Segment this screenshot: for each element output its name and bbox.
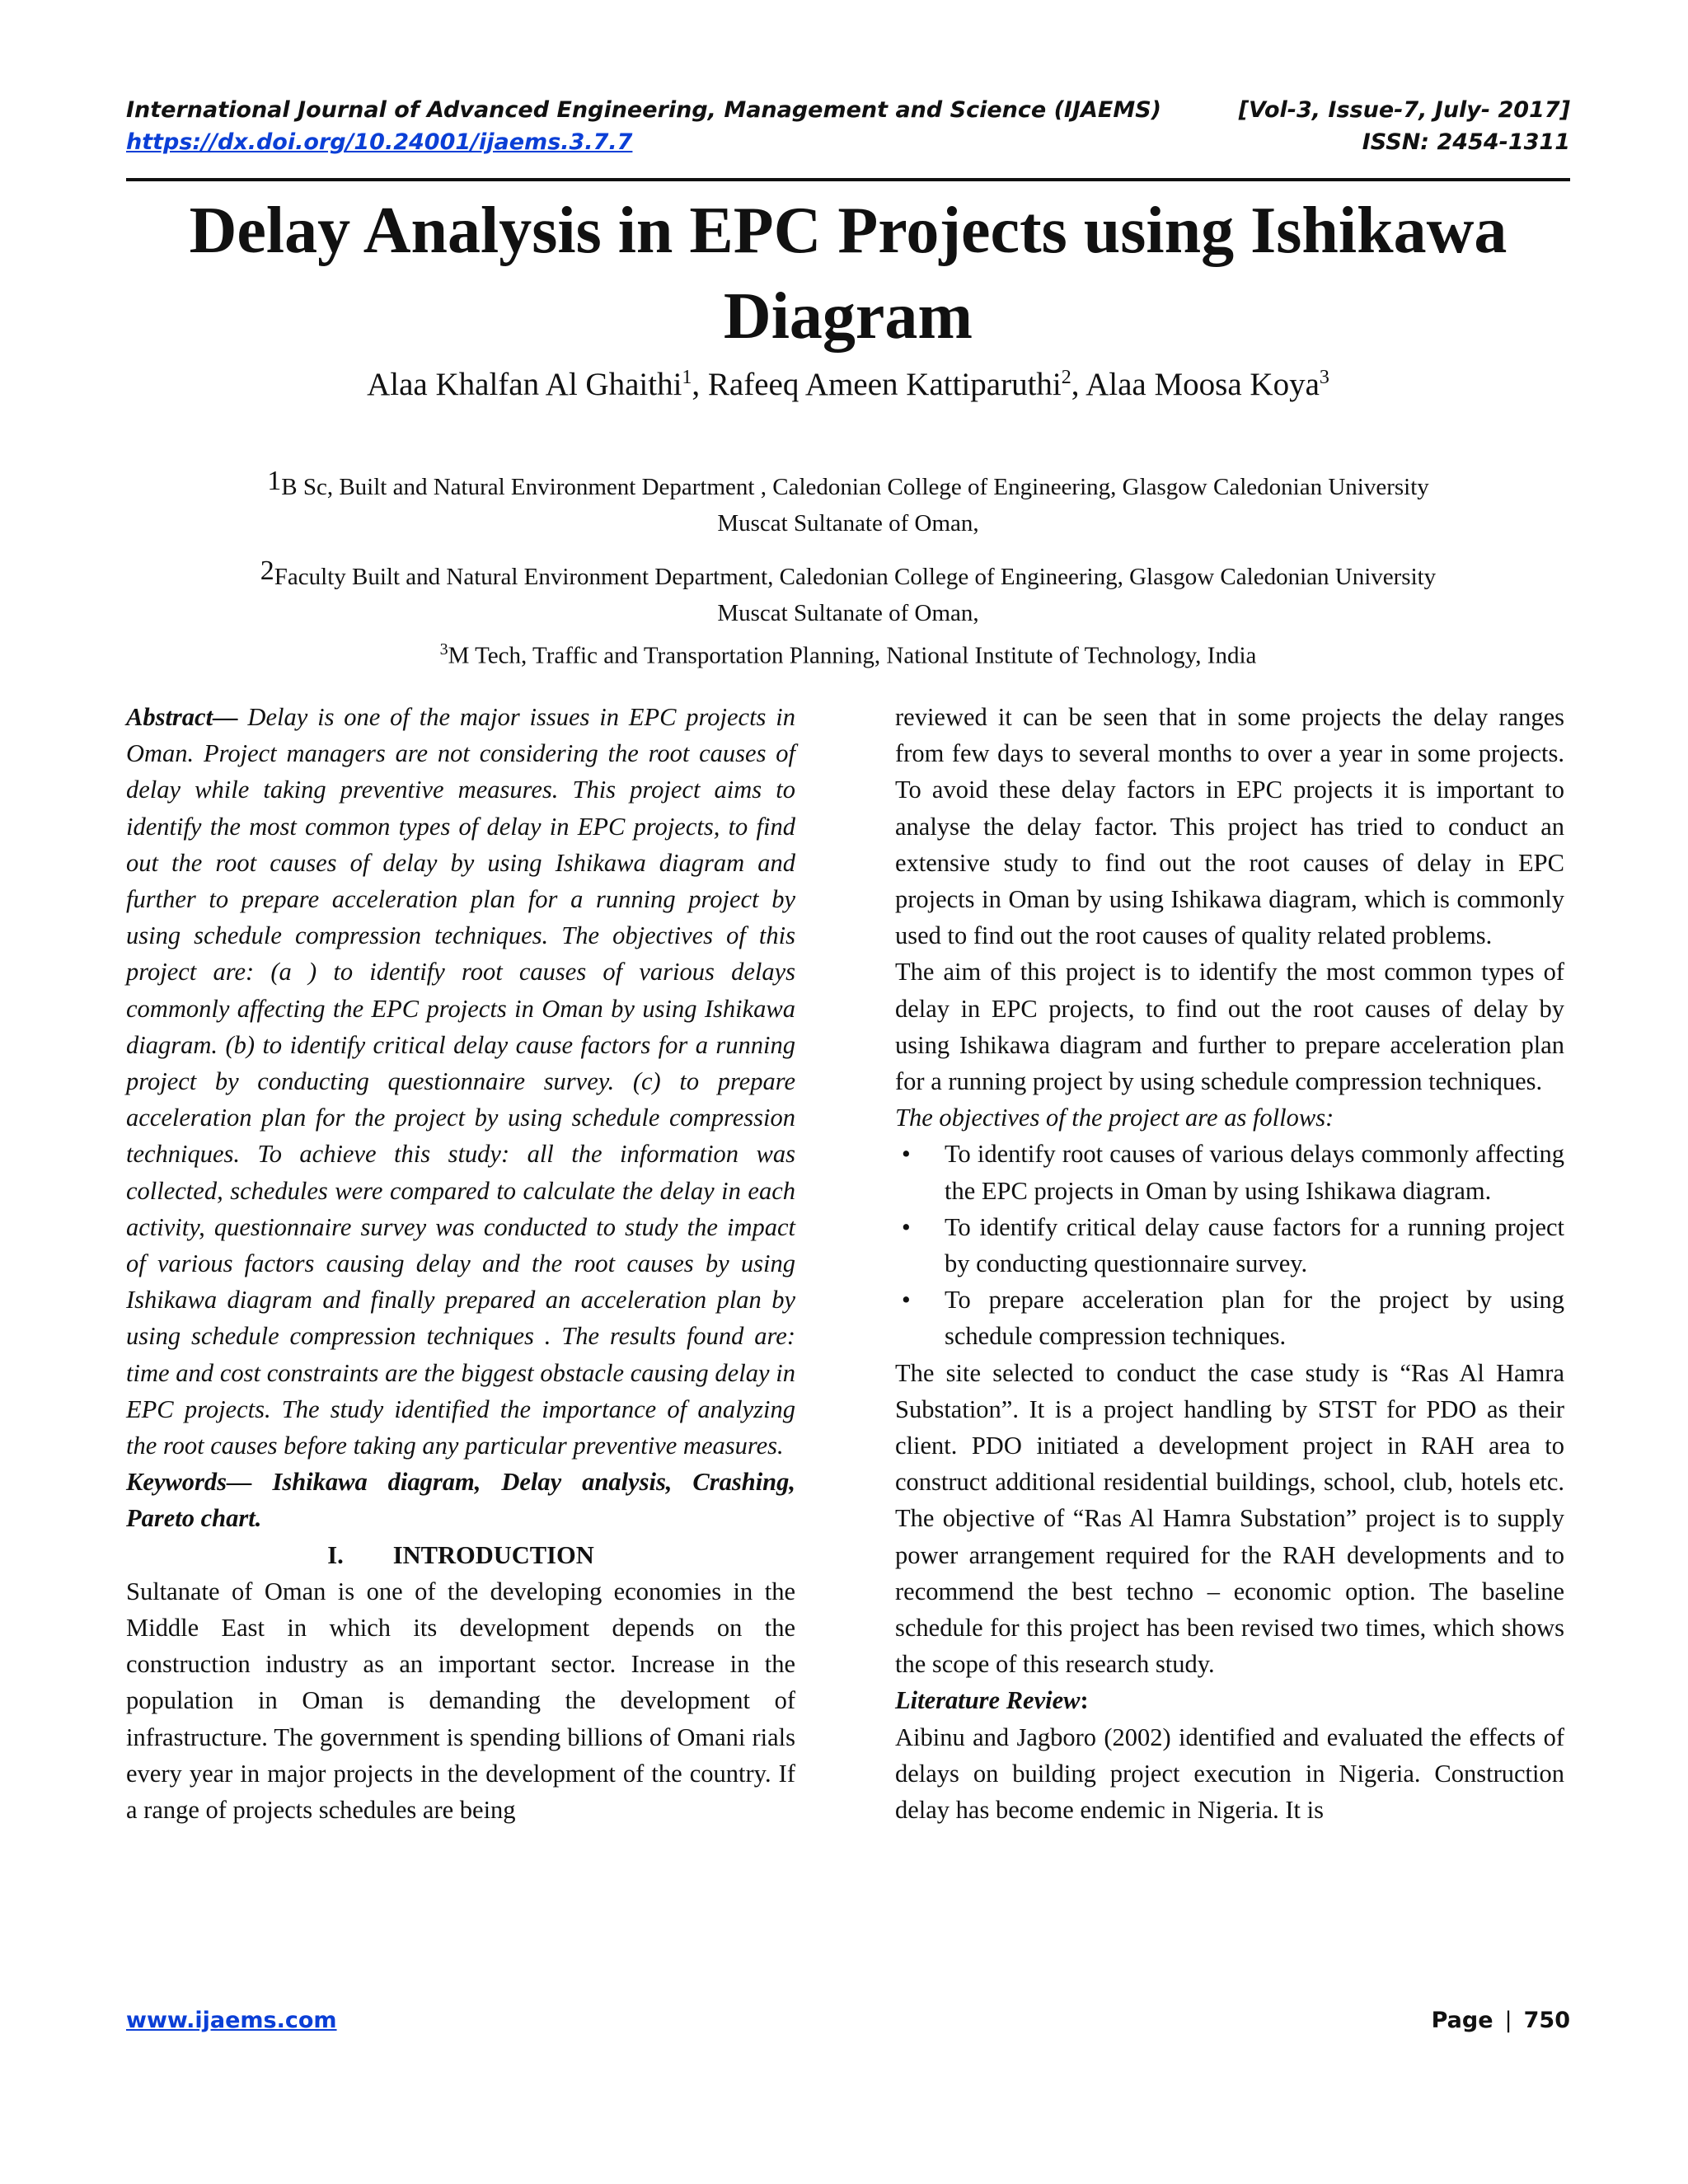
affiliation-text: Faculty Built and Natural Environment Department, Caledonian College of Engineering, Glasgow Caledonian University [274, 564, 1437, 590]
header-row-bottom [126, 129, 1570, 155]
author-sup: 2 [1061, 367, 1071, 388]
list-item [895, 1282, 1564, 1354]
affiliation-text: M Tech, Traffic and Transportation Planning, National Institute of Technology, India [448, 642, 1257, 669]
bullet-icon: • [902, 1212, 911, 1241]
keywords: Keywords— Ishikawa diagram, Delay analysis, Crashing, Pareto chart. [126, 1468, 795, 1533]
page-number: 750 [1523, 2008, 1570, 2033]
author-name: Alaa Moosa Koya [1085, 367, 1320, 402]
affiliation-1-line2: Muscat Sultanate of Oman, [717, 510, 979, 537]
header-divider [126, 178, 1570, 181]
list-item-text: To identify root causes of various delays commonly affecting the EPC projects in Oman by using Ishikawa diagram. [945, 1140, 1564, 1205]
site-paragraph: The site selected to conduct the case study is “Ras Al Hamra Substation”. It is a project handling by STST for PDO as their client. PDO initiated a development project in RAH area to construct additional residential buildings, school, club, hotels etc. The objective of “Ras Al Hamra Substation” project is to supply power arrangement required for the RAH developments and to recommend the best techno – economic option. The baseline schedule for this project has been revised two times, which shows the scope of this research study. [895, 1358, 1564, 1679]
objectives-list [895, 1136, 1564, 1354]
list-item [895, 1136, 1564, 1208]
left-column [126, 699, 795, 1828]
objectives-heading: The objectives of the project are as follows: [895, 1104, 1334, 1132]
abstract-text: Delay is one of the major issues in EPC projects in Oman. Project managers are not considering the root causes of delay while taking preventive measures. This project aims to identify the most common types of delay in EPC projects, to find out the root causes of delay by using Ishikawa diagram and further to prepare acceleration plan for a running project by using schedule compression techniques. The objectives of this project are: (a ) to identify root causes of various delays commonly affecting the EPC projects in Oman by using Ishikawa diagram. (b) to identify critical delay cause factors for a running project by conducting questionnaire survey. (c) to prepare acceleration plan for the project by using schedule compression techniques. To achieve this study: all the information was collected, schedules were compared to calculate the delay in each activity, questionnaire survey was conducted to study the impact of various factors causing delay and the root causes by using Ishikawa diagram and finally prepared an acceleration plan by using schedule compression techniques . The results found are: time and cost constraints are the biggest obstacle causing delay in EPC projects. The study identified the importance of analyzing the root causes before taking any particular preventive measures. [126, 703, 795, 1460]
affiliation-1 [126, 463, 1570, 505]
author-name: Alaa Khalfan Al Ghaithi [367, 367, 682, 402]
journal-name: International Journal of Advanced Engineering, Management and Science (IJAEMS) [126, 97, 1162, 123]
affiliation-2-line2: Muscat Sultanate of Oman, [717, 600, 979, 626]
website-link[interactable]: www.ijaems.com [126, 2008, 337, 2033]
abstract [126, 699, 795, 1464]
right-column [895, 699, 1564, 1828]
intro-continuation: reviewed it can be seen that in some projects the delay ranges from few days to several months to over a year in some projects. To avoid these delay factors in EPC projects it is important to analyse the delay factor. This project has tried to conduct an extensive study to find out the root causes of delay in EPC projects in Oman by using Ishikawa diagram, which is commonly used to find out the root causes of quality related problems. [895, 703, 1564, 950]
section-number: I. [327, 1540, 344, 1569]
page-footer [126, 2008, 1570, 2033]
affiliations [126, 463, 1570, 674]
running-header [126, 97, 1570, 155]
affiliation-text: B Sc, Built and Natural Environment Department , Caledonian College of Engineering, Glasgow Caledonian University [281, 474, 1429, 500]
list-item [895, 1209, 1564, 1282]
page-number-block [1432, 2008, 1570, 2033]
author-sup: 3 [1319, 367, 1329, 388]
page-label: Page [1431, 2008, 1493, 2033]
issn: ISSN: 2454-1311 [1362, 129, 1570, 155]
author-name: Rafeeq Ameen Kattiparuthi [707, 367, 1062, 402]
aim-paragraph: The aim of this project is to identify the most common types of delay in EPC projects, to find out the root causes of delay by using Ishikawa diagram and further to prepare acceleration plan for a running project by using schedule compression techniques. [895, 958, 1564, 1096]
affiliation-3 [126, 631, 1570, 674]
volume-info: [Vol-3, Issue-7, July- 2017] [1238, 97, 1570, 123]
bullet-icon: • [902, 1286, 911, 1315]
literature-paragraph: Aibinu and Jagboro (2002) identified and evaluated the effects of delays on building project execution in Nigeria. Construction delay has become endemic in Nigeria. It is [895, 1722, 1564, 1825]
abstract-lead: Abstract— [126, 703, 238, 731]
literature-heading-text: Literature Review [895, 1686, 1081, 1715]
literature-heading-colon: : [1080, 1686, 1089, 1715]
bullet-icon: • [902, 1140, 911, 1169]
page-separator: | [1504, 2008, 1512, 2033]
title-line-2: Diagram [723, 280, 973, 353]
intro-paragraph: Sultanate of Oman is one of the developing economies in the Middle East in which its development depends on the construction industry as an important sector. Increase in the population in Oman is demanding the development of infrastructure. The government is spending billions of Omani rials every year in major projects in the development of the country. If a range of projects schedules are being [126, 1577, 795, 1825]
title-line-1: Delay Analysis in EPC Projects using Ishikawa [189, 194, 1507, 267]
affiliation-sup: 1 [267, 466, 282, 496]
affiliation-sup: 3 [439, 640, 448, 658]
section-title: INTRODUCTION [392, 1540, 594, 1569]
list-item-text: To prepare acceleration plan for the project by using schedule compression techniques. [945, 1286, 1564, 1351]
affiliation-2 [126, 553, 1570, 595]
paper-title [126, 188, 1570, 359]
section-heading-introduction [126, 1537, 795, 1573]
header-row-top [126, 97, 1570, 123]
affiliation-sup: 2 [260, 555, 274, 586]
list-item-text: To identify critical delay cause factors for a running project by conducting questionnaire survey. [945, 1212, 1564, 1278]
doi-link[interactable]: https://dx.doi.org/10.24001/ijaems.3.7.7 [126, 129, 633, 155]
author-sup: 1 [682, 367, 692, 388]
literature-heading [895, 1682, 1564, 1718]
author-list: Alaa Khalfan Al Ghaithi$^1$, Rafeeq Ameen Kattiparuthi$^2$, Alaa Moosa Koya$^3$ [367, 367, 1329, 402]
